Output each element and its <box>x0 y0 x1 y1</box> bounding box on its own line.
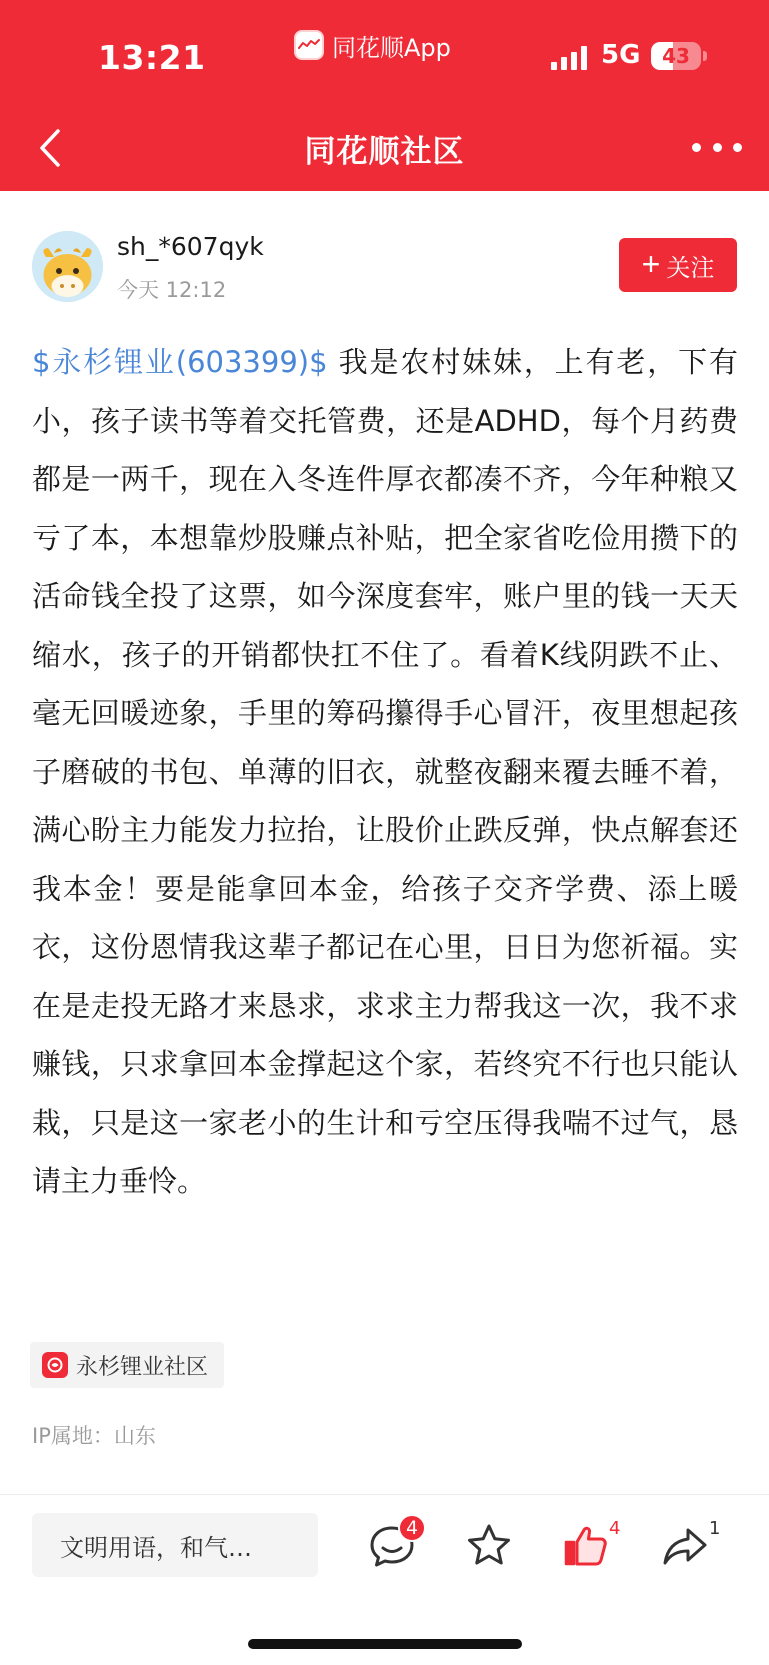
avatar[interactable] <box>32 231 103 302</box>
post-time: 今天 12:12 <box>117 278 227 302</box>
share-icon <box>659 1520 711 1572</box>
app-indicator[interactable] <box>294 28 451 62</box>
like-button[interactable] <box>560 1520 612 1572</box>
like-count: 4 <box>609 1518 621 1539</box>
post-text: 我是农村妹妹，上有老，下有小，孩子读书等着交托管费，还是ADHD，每个月药费都是一两千，现在入冬连件厚衣都凑不齐，今年种粮又亏了本，本想靠炒股赚点补贴，把全家省吃俭用攒下的活命钱全投了这票，如今深度套牢，账户里的钱一天天缩水，孩子的开销都快扛不住了。看着K线阴跌不止、毫无回暖迹象，手里的筹码攥得手心冒汗，夜里想起孩子磨破的书包、单薄的旧衣，就整夜翻来覆去睡不着，满心盼主力能发力拉抬，让股价止跌反弹，快点解套还我本金！要是能拿回本金，给孩子交齐学费、添上暖衣，这份恩情我这辈子都记在心里，日日为您祈福。实在是走投无路才来恳求，求求主力帮我这一次，我不求赚钱，只求拿回本金撑起这个家，若终究不行也只能认栽，只是这一家老小的生计和亏空压得我喘不过气，恳请主力垂怜。 <box>32 345 738 1198</box>
more-dots-icon <box>692 143 701 152</box>
battery-level: 43 <box>662 44 690 68</box>
battery-icon <box>651 42 701 70</box>
follow-label: 关注 <box>666 254 715 282</box>
comment-count-badge: 4 <box>398 1514 426 1542</box>
home-indicator[interactable] <box>248 1639 522 1649</box>
app-name: 同花顺App <box>332 33 451 62</box>
topic-label: 永杉锂业社区 <box>76 1354 209 1380</box>
network-type: 5G <box>601 40 641 70</box>
cow-avatar-icon <box>32 231 103 302</box>
follow-button[interactable] <box>619 238 737 292</box>
status-time: 13:21 <box>98 38 206 77</box>
battery-tip <box>703 51 707 61</box>
post-content <box>32 333 738 1211</box>
app-header <box>0 0 769 191</box>
author-username[interactable]: sh_*607qyk <box>117 232 264 261</box>
stock-link[interactable]: $永杉锂业(603399)$ <box>32 345 328 379</box>
community-icon <box>42 1352 68 1378</box>
more-button[interactable] <box>692 133 742 161</box>
thumbs-up-icon <box>560 1520 612 1572</box>
app-logo-icon <box>294 30 324 60</box>
status-bar <box>0 0 769 110</box>
share-button[interactable] <box>659 1520 711 1572</box>
page-title: 同花顺社区 <box>304 134 465 170</box>
topic-tag[interactable] <box>30 1342 224 1388</box>
ip-location: IP属地：山东 <box>32 1424 156 1448</box>
favorite-button[interactable] <box>463 1520 515 1572</box>
comment-input[interactable]: 文明用语，和气… <box>32 1513 318 1577</box>
bottom-divider <box>0 1494 769 1495</box>
star-icon <box>463 1520 515 1572</box>
share-count: 1 <box>709 1518 721 1539</box>
plus-icon: + <box>641 245 661 282</box>
signal-icon <box>551 44 587 70</box>
